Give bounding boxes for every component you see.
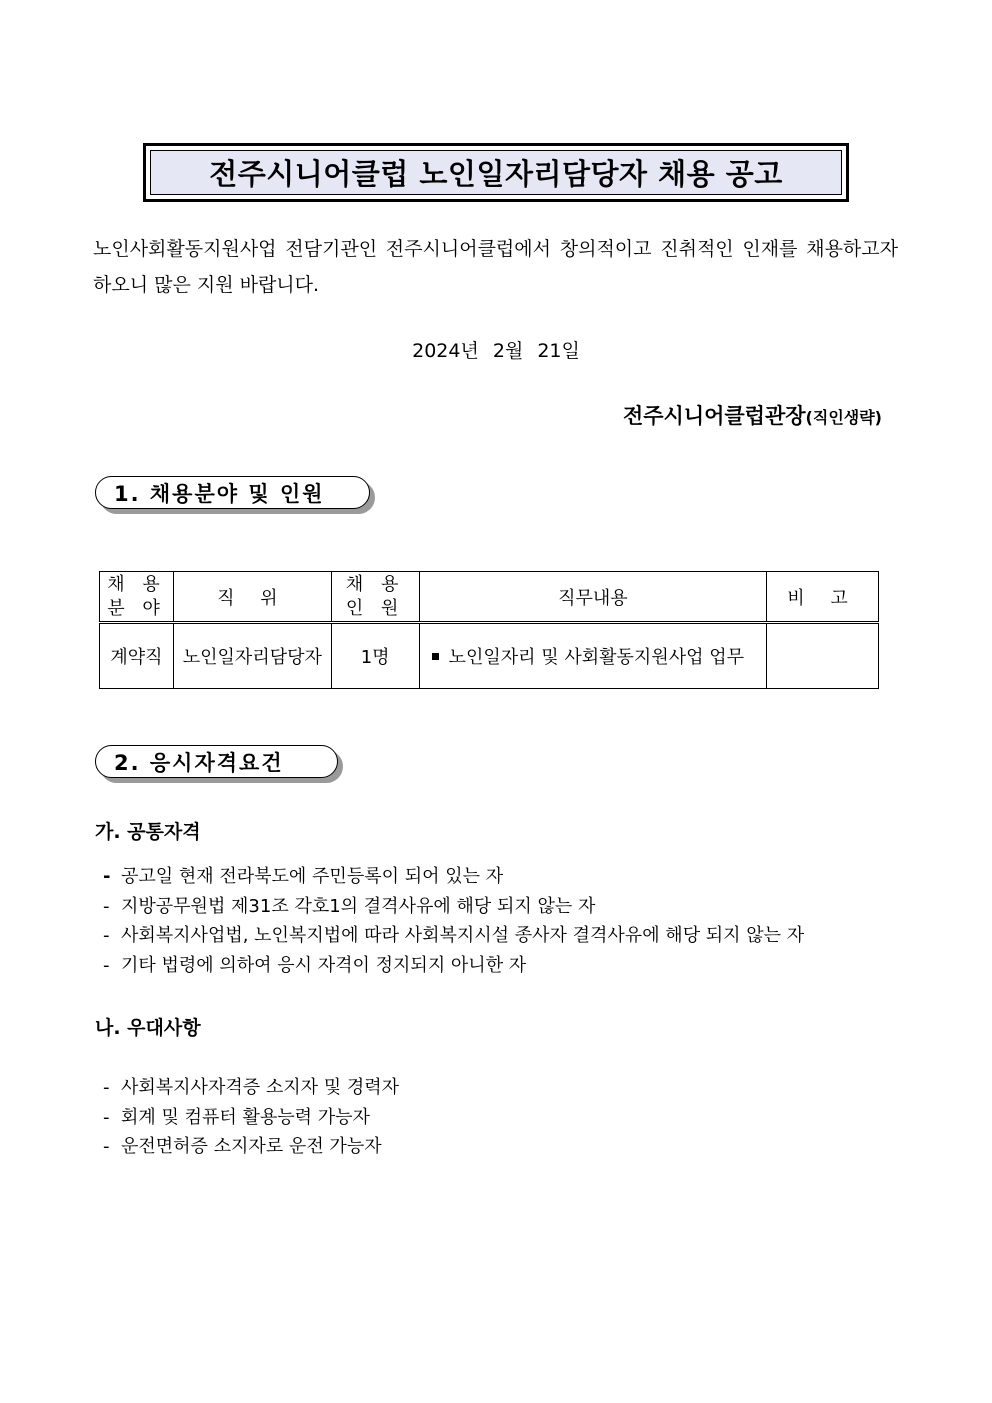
list-item: - 공고일 현재 전라북도에 주민등록이 되어 있는 자 xyxy=(103,866,504,887)
title-box xyxy=(143,143,849,202)
issuer-name: 전주시니어클럽관장 xyxy=(622,404,806,428)
header-remarks: 비 고 xyxy=(767,572,879,623)
square-bullet-icon xyxy=(432,653,439,660)
cell-duties: 노인일자리 및 사회활동지원사업 업무 xyxy=(419,623,767,689)
common-qualifications-heading: 가. 공통자격 xyxy=(95,821,201,843)
announcement-date: 2024년 2월 21일 xyxy=(412,340,580,362)
section-2-heading: 2. 응시자격요건 xyxy=(95,745,338,778)
table-header-row xyxy=(100,572,879,623)
header-duties: 직무내용 xyxy=(419,572,767,623)
preferred-heading: 나. 우대사항 xyxy=(95,1017,201,1039)
list-item: - 사회복지사자격증 소지자 및 경력자 xyxy=(103,1077,399,1098)
title-banner xyxy=(150,150,842,195)
preferred-list xyxy=(103,1073,399,1162)
header-count: 채 용 인 원 xyxy=(331,572,419,623)
table-row xyxy=(100,623,879,689)
page-title: 전주시니어클럽 노인일자리담당자 채용 공고 xyxy=(209,157,783,191)
common-qualifications-list xyxy=(103,862,804,980)
issuer xyxy=(623,400,882,430)
list-item: - 회계 및 컴퓨터 활용능력 가능자 xyxy=(103,1106,370,1128)
intro-paragraph: 노인사회활동지원사업 전담기관인 전주시니어클럽에서 창의적이고 진취적인 인재를 채용하고자 하오니 많은 지원 바랍니다. xyxy=(93,238,898,296)
recruitment-table xyxy=(99,571,879,689)
list-item: - 기타 법령에 의하여 응시 자격이 정지되지 아니한 자 xyxy=(103,954,527,976)
section-1-heading: 1. 채용분야 및 인원 xyxy=(95,476,370,509)
seal-note: (직인생략) xyxy=(805,408,882,427)
cell-position: 노인일자리담당자 xyxy=(173,623,331,689)
list-item: - 운전면허증 소지자로 운전 가능자 xyxy=(103,1136,382,1157)
cell-field: 계약직 xyxy=(100,623,174,689)
header-field: 채 용 분 야 xyxy=(100,572,174,623)
header-position: 직 위 xyxy=(173,572,331,623)
list-item: - 사회복지사업법, 노인복지법에 따라 사회복지시설 종사자 결격사유에 해당 되지 않는 자 xyxy=(103,925,805,946)
list-item: - 지방공무원법 제31조 각호1의 결격사유에 해당 되지 않는 자 xyxy=(103,895,596,917)
cell-count: 1명 xyxy=(331,623,419,689)
cell-remarks xyxy=(767,623,879,689)
